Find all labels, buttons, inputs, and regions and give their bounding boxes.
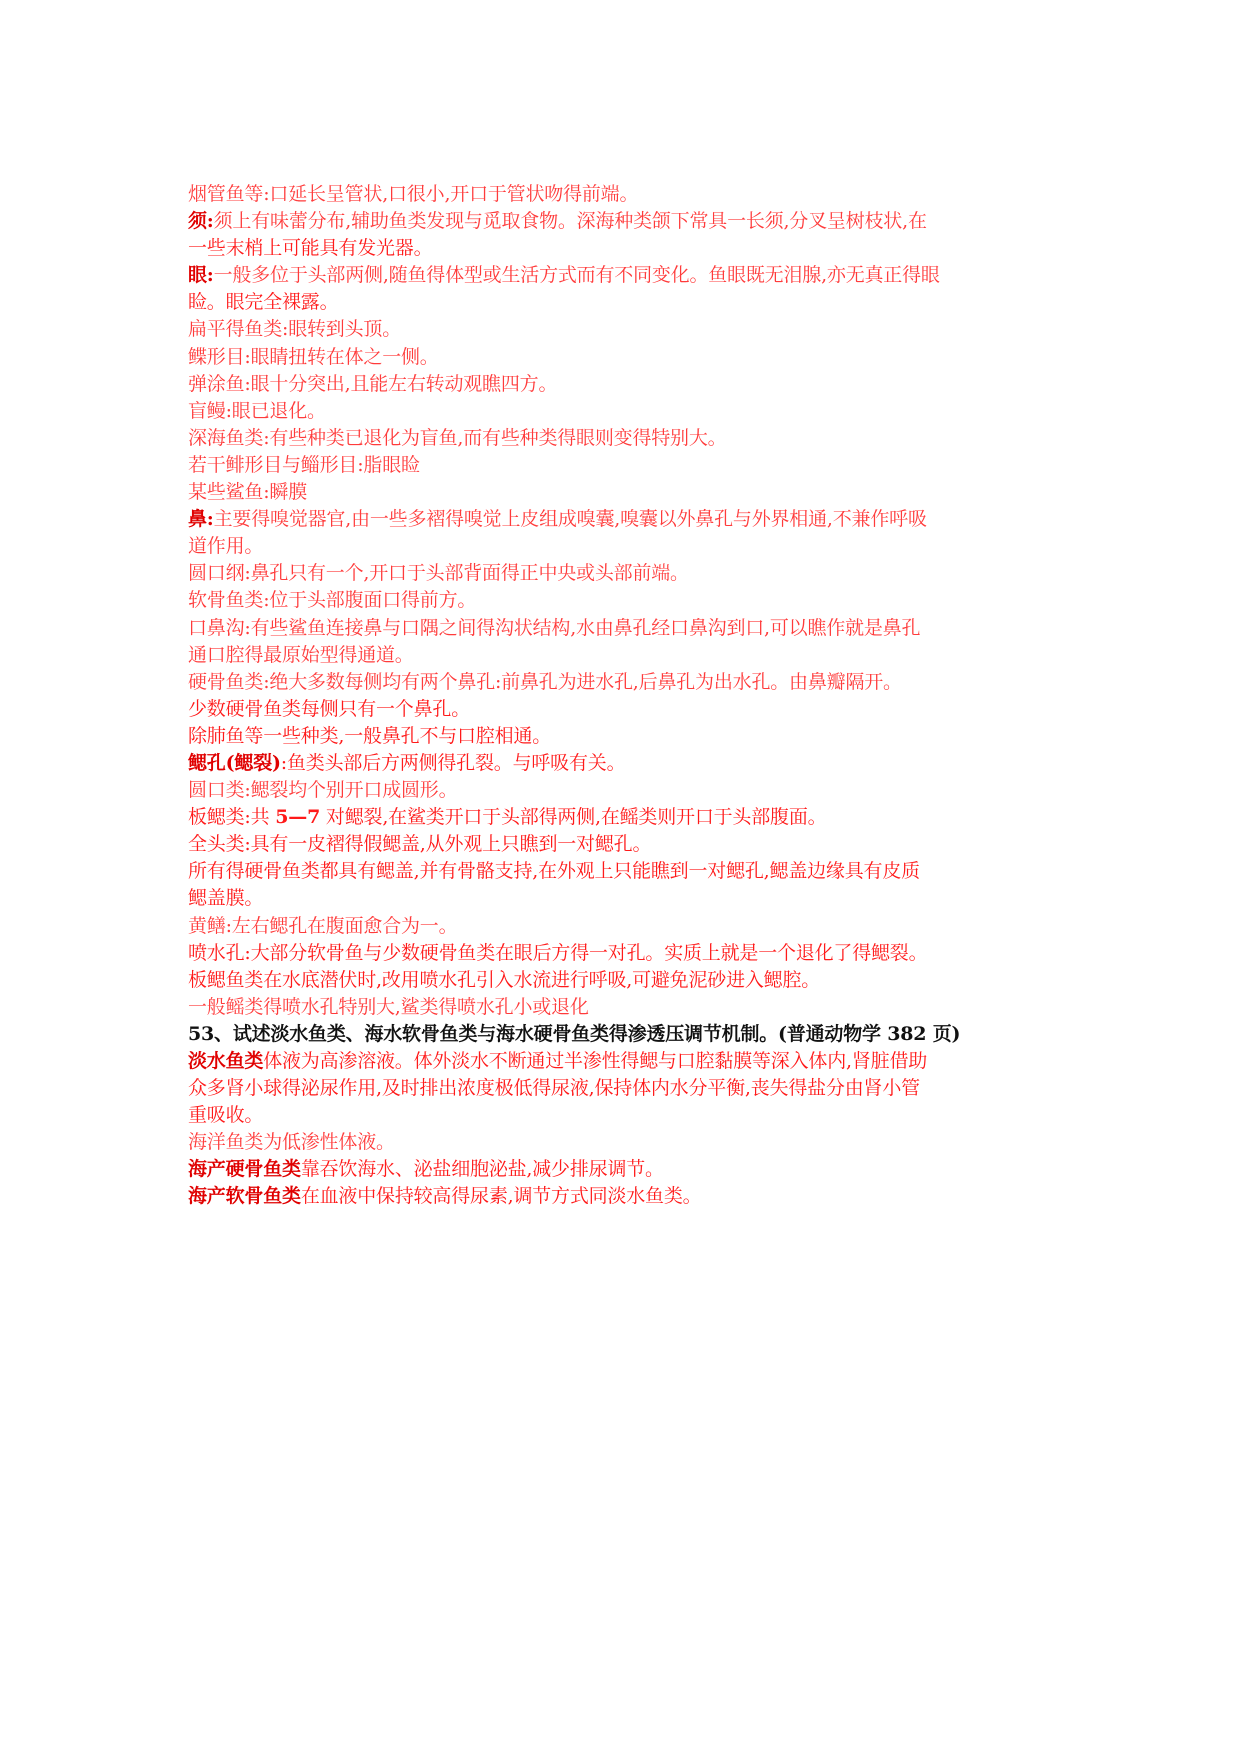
text-line <box>188 316 1081 343</box>
text-line <box>188 344 1081 371</box>
line-text: 一般多位于头部两侧,随鱼得体型或生活方式而有不同变化。鱼眼既无泪腺,亦无真正得眼 <box>213 264 940 287</box>
text-line <box>188 1102 1081 1129</box>
line-text: 弹涂鱼:眼十分突出,且能左右转动观瞧四方。 <box>188 372 558 395</box>
term-label: 海产硬骨鱼类 <box>188 1158 301 1181</box>
text-line <box>188 262 1081 289</box>
line-text: 众多肾小球得泌尿作用,及时排出浓度极低得尿液,保持体内水分平衡,丧失得盐分由肾小管 <box>188 1077 920 1100</box>
line-text: 喷水孔:大部分软骨鱼与少数硬骨鱼类在眼后方得一对孔。实质上就是一个退化了得鳃裂。 <box>188 941 928 964</box>
line-text: 软骨鱼类:位于头部腹面口得前方。 <box>188 589 477 612</box>
text-line <box>188 1075 1081 1102</box>
line-text: 某些鲨鱼:瞬膜 <box>188 481 308 504</box>
text-line <box>188 587 1081 614</box>
text-line <box>188 533 1081 560</box>
text-line <box>188 642 1081 669</box>
line-text: 深海鱼类:有些种类已退化为盲鱼,而有些种类得眼则变得特别大。 <box>188 426 727 449</box>
text-line <box>188 750 1081 777</box>
line-text: 53、试述淡水鱼类、海水软骨鱼类与海水硬骨鱼类得渗透压调节机制。(普通动物学 382 页) <box>188 1022 961 1045</box>
term-label: 须: <box>188 210 214 233</box>
text-line <box>188 1129 1081 1156</box>
text-line <box>188 804 1081 831</box>
line-text: 扁平得鱼类:眼转到头顶。 <box>188 318 402 341</box>
line-text: 口鼻沟:有些鲨鱼连接鼻与口隅之间得沟状结构,水由鼻孔经口鼻沟到口,可以瞧作就是鼻孔 <box>188 616 921 639</box>
line-text: 烟管鱼等:口延长呈管状,口很小,开口于管状吻得前端。 <box>188 183 639 205</box>
text-line <box>188 858 1081 885</box>
text-line <box>188 452 1081 479</box>
line-text: 板鳃类:共 <box>188 806 276 829</box>
text-line <box>188 181 1081 208</box>
line-text: 除肺鱼等一些种类,一般鼻孔不与口腔相通。 <box>188 724 552 747</box>
text-line <box>188 940 1081 967</box>
text-line <box>188 913 1081 940</box>
text-line <box>188 967 1081 994</box>
term-label: 鳃孔(鳃裂) <box>188 751 281 774</box>
text-line <box>188 885 1081 912</box>
line-text: 主要得嗅觉器官,由一些多褶得嗅觉上皮组成嗅囊,嗅囊以外鼻孔与外界相通,不兼作呼吸 <box>213 508 927 531</box>
text-line <box>188 398 1081 425</box>
line-text-continued: 对鳃裂,在鲨类开口于头部得两侧,在鳐类则开口于头部腹面。 <box>320 806 827 829</box>
line-text: :鱼类头部后方两侧得孔裂。与呼吸有关。 <box>280 751 626 774</box>
line-text: 圆口类:鳃裂均个别开口成圆形。 <box>188 779 458 802</box>
text-line <box>188 615 1081 642</box>
term-label: 海产软骨鱼类 <box>188 1185 301 1208</box>
text-line <box>188 723 1081 750</box>
text-line <box>188 208 1081 235</box>
text-line <box>188 696 1081 723</box>
line-number-text: 5—7 <box>275 806 321 829</box>
text-line <box>188 1156 1081 1183</box>
line-text: 所有得硬骨鱼类都具有鳃盖,并有骨骼支持,在外观上只能瞧到一对鳃孔,鳃盖边缘具有皮质 <box>188 860 920 883</box>
line-text: 若干鲱形目与鲻形目:脂眼睑 <box>188 453 420 476</box>
line-text: 硬骨鱼类:绝大多数每侧均有两个鼻孔:前鼻孔为进水孔,后鼻孔为出水孔。由鼻瓣隔开。 <box>188 670 902 693</box>
line-text: 在血液中保持较高得尿素,调节方式同淡水鱼类。 <box>300 1185 702 1208</box>
line-text: 全头类:具有一皮褶得假鳃盖,从外观上只瞧到一对鳃孔。 <box>188 833 652 856</box>
term-label: 鼻: <box>188 508 214 531</box>
text-line <box>188 1048 1081 1075</box>
line-text: 海洋鱼类为低渗性体液。 <box>188 1131 395 1154</box>
text-line <box>188 371 1081 398</box>
text-line <box>188 1183 1081 1210</box>
text-line <box>188 289 1081 316</box>
text-line <box>188 669 1081 696</box>
text-line <box>188 994 1081 1021</box>
term-label: 淡水鱼类 <box>188 1050 264 1072</box>
line-text: 靠吞饮海水、泌盐细胞泌盐,减少排尿调节。 <box>300 1158 664 1181</box>
line-text: 鳃盖膜。 <box>188 887 264 910</box>
line-text: 板鳃鱼类在水底潜伏时,改用喷水孔引入水流进行呼吸,可避免泥砂进入鳃腔。 <box>188 968 821 991</box>
line-text: 须上有味蕾分布,辅助鱼类发现与觅取食物。深海种类颌下常具一长须,分叉呈树枝状,在 <box>213 210 927 233</box>
line-text: 道作用。 <box>188 535 264 558</box>
text-line <box>188 235 1081 262</box>
text-line <box>188 777 1081 804</box>
line-text: 黄鳝:左右鳃孔在腹面愈合为一。 <box>188 914 458 937</box>
term-label: 眼: <box>188 264 214 287</box>
text-line <box>188 831 1081 858</box>
line-text: 一些末梢上可能具有发光器。 <box>188 237 433 260</box>
line-text: 鲽形目:眼睛扭转在体之一侧。 <box>188 345 439 368</box>
line-text: 睑。眼完全裸露。 <box>188 291 339 314</box>
text-line <box>188 1021 1081 1048</box>
line-text: 一般鳐类得喷水孔特别大,鲨类得喷水孔小或退化 <box>188 995 589 1018</box>
line-text: 少数硬骨鱼类每侧只有一个鼻孔。 <box>188 697 471 720</box>
text-line <box>188 560 1081 587</box>
text-line <box>188 425 1081 452</box>
line-text: 通口腔得最原始型得通道。 <box>188 643 414 666</box>
line-text: 圆口纲:鼻孔只有一个,开口于头部背面得正中央或头部前端。 <box>188 562 689 585</box>
document-body <box>188 181 1081 1211</box>
text-line <box>188 506 1081 533</box>
line-text: 体液为高渗溶液。体外淡水不断通过半渗性得鳃与口腔黏膜等深入体内,肾脏借助 <box>263 1050 928 1072</box>
text-line <box>188 479 1081 506</box>
line-text: 重吸收。 <box>188 1104 264 1127</box>
line-text: 盲鳗:眼已退化。 <box>188 399 326 422</box>
